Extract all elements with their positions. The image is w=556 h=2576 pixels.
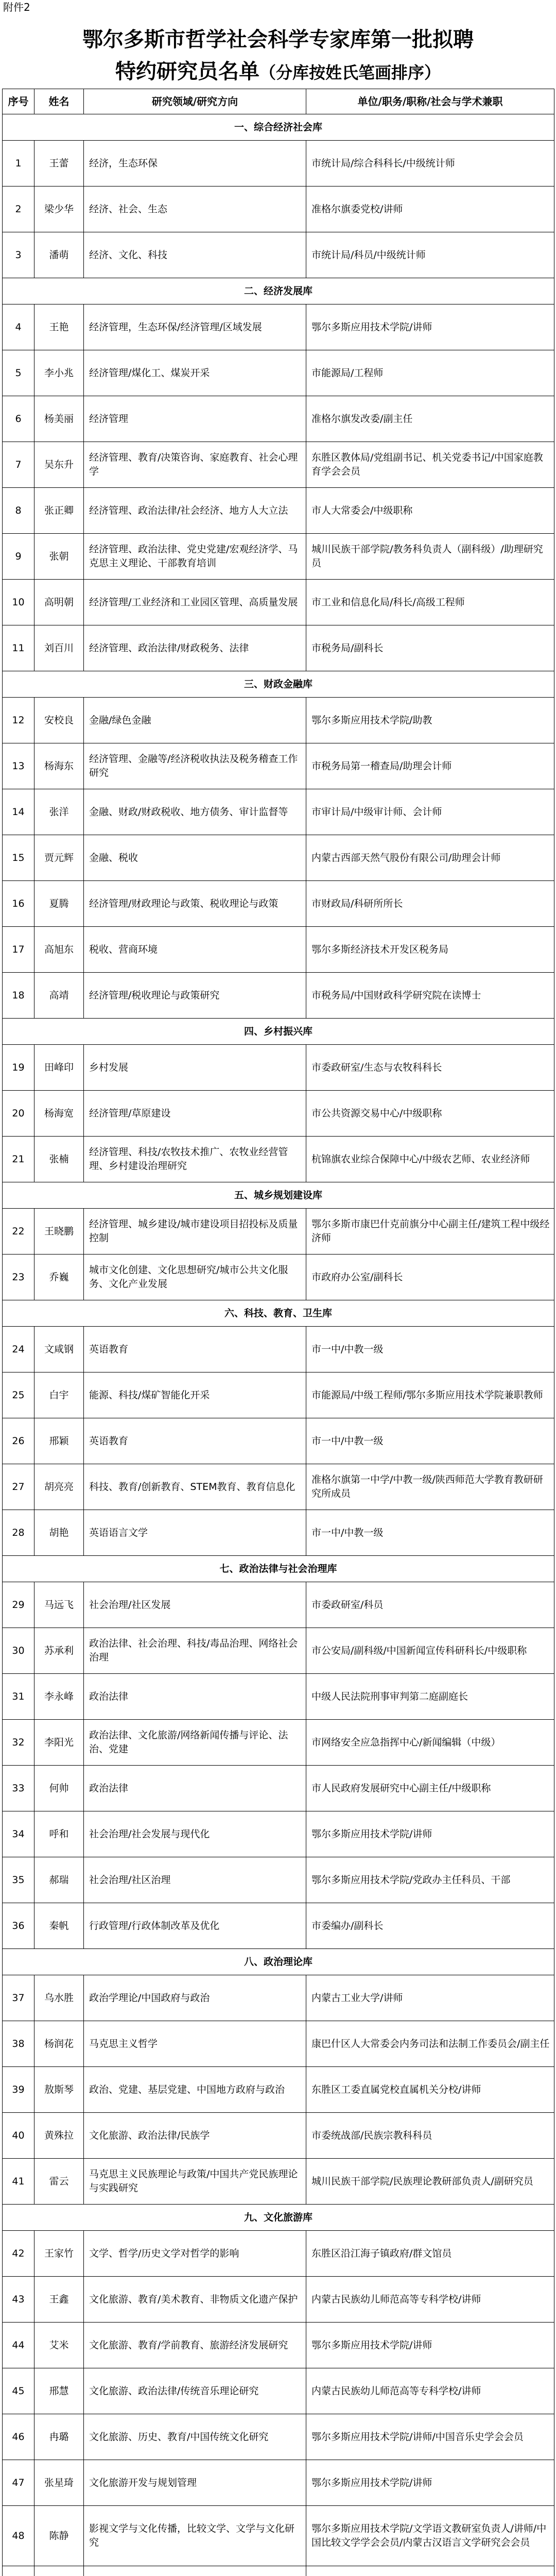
category-row [3, 1300, 554, 1327]
table-row [3, 304, 554, 350]
cell-field: 经济管理/财政理论与政策、税收理论与政策 [84, 881, 306, 927]
cell-unit: 准格尔旗发改委/副主任 [306, 396, 554, 442]
title-line-2 [0, 56, 556, 89]
cell-field: 社会治理/社会发展与现代化 [84, 1811, 306, 1857]
category-title: 七、政治法律与社会治理库 [3, 1556, 554, 1582]
cell-unit: 市委政研室/科员 [306, 1582, 554, 1628]
cell-name: 乌水胜 [34, 1975, 84, 2021]
cell-unit: 东胜区教体局/党组副书记、机关党委书记/中国家庭教育学会会员 [306, 442, 554, 488]
cell-unit: 市人民政府发展研究中心副主任/中级职称 [306, 1766, 554, 1811]
table-row [3, 1137, 554, 1182]
cell-name: 呼和 [34, 1811, 84, 1857]
cell-name: 艾米 [34, 2323, 84, 2368]
cell-unit: 市审计局/中级审计师、会计师 [306, 789, 554, 835]
cell-field: 科技、教育/创新教育、STEM教育、教育信息化 [84, 1464, 306, 1510]
cell-name: 李小兆 [34, 350, 84, 396]
cell-name: 冉璐 [34, 2414, 84, 2460]
table-row [3, 1327, 554, 1372]
cell-unit [306, 2566, 554, 2576]
cell-unit: 内蒙古民族幼儿师范高等专科学校/讲师 [306, 2277, 554, 2323]
table-row [3, 1811, 554, 1857]
table-row [3, 1857, 554, 1903]
cell-unit: 市财政局/科研所所长 [306, 881, 554, 927]
category-title: 六、科技、教育、卫生库 [3, 1300, 554, 1327]
category-row [3, 1182, 554, 1209]
cell-number: 34 [3, 1811, 34, 1857]
cell-number: 39 [3, 2067, 34, 2113]
cell-number: 26 [3, 1418, 34, 1464]
table-row [3, 927, 554, 973]
cell-unit: 市委政研室/生态与农牧科科长 [306, 1045, 554, 1091]
table-row [3, 698, 554, 743]
cell-field: 文化旅游、政治法律/民族学 [84, 2113, 306, 2159]
cell-field: 经济管理、政治法律/财政税务、法律 [84, 625, 306, 671]
cell-field: 政治法律 [84, 1766, 306, 1811]
cell-name: 王晓鹏 [34, 1209, 84, 1255]
table-row [3, 881, 554, 927]
cell-unit: 市网络安全应急指挥中心/新闻编辑（中级） [306, 1720, 554, 1766]
cell-number: 4 [3, 304, 34, 350]
cell-name: 田峰印 [34, 1045, 84, 1091]
cell-number: 12 [3, 698, 34, 743]
cell-name: 夏腾 [34, 881, 84, 927]
cell-unit: 鄂尔多斯应用技术学院/党政办主任科员、干部 [306, 1857, 554, 1903]
cell-number: 10 [3, 580, 34, 625]
cell-name: 李永峰 [34, 1674, 84, 1720]
cell-field: 经济、文化、科技 [84, 232, 306, 278]
table-header-row [3, 89, 554, 114]
cell-number: 31 [3, 1674, 34, 1720]
cell-name: 李阳光 [34, 1720, 84, 1766]
header-name: 姓名 [34, 89, 84, 114]
cell-name: 张星琦 [34, 2460, 84, 2506]
cell-name: 王艳 [34, 304, 84, 350]
cell-unit: 鄂尔多斯应用技术学院/讲师 [306, 1811, 554, 1857]
cell-unit: 市统计局/综合科科长/中级统计师 [306, 141, 554, 187]
cell-number: 33 [3, 1766, 34, 1811]
cell-name: 何帅 [34, 1766, 84, 1811]
table-row [3, 141, 554, 187]
category-title: 二、经济发展库 [3, 278, 554, 304]
table-row [3, 2566, 554, 2576]
cell-name: 刘百川 [34, 625, 84, 671]
cell-number: 2 [3, 187, 34, 232]
cell-unit: 鄂尔多斯经济技术开发区税务局 [306, 927, 554, 973]
cell-name: 高靖 [34, 973, 84, 1019]
cell-unit: 鄂尔多斯应用技术学院/文学语文教研室负责人/讲师/中国比较文学学会会员/内蒙古汉语言文学研究会会员 [306, 2506, 554, 2566]
cell-name: 贾元辉 [34, 835, 84, 881]
cell-unit: 市委统战部/民族宗教科科员 [306, 2113, 554, 2159]
cell-field: 政治法律、文化旅游/网络新闻传播与评论、法治、党建 [84, 1720, 306, 1766]
cell-unit: 市一中/中教一级 [306, 1418, 554, 1464]
cell-field: 经济管理、金融等/经济税收执法及税务稽查工作研究 [84, 743, 306, 789]
cell-field: 经济管理、政治法律/社会经济、地方人大立法 [84, 488, 306, 534]
cell-number: 48 [3, 2506, 34, 2566]
cell-field: 政治学理论/中国政府与政治 [84, 1975, 306, 2021]
cell-name: 王家竹 [34, 2231, 84, 2277]
cell-number: 18 [3, 973, 34, 1019]
cell-field: 英语语言文学 [84, 1510, 306, 1556]
cell-name: 安校良 [34, 698, 84, 743]
table-row [3, 2323, 554, 2368]
cell-number: 45 [3, 2368, 34, 2414]
cell-unit: 市公安局/副科级/中国新闻宣传科研科长/中级职称 [306, 1628, 554, 1674]
cell-number: 47 [3, 2460, 34, 2506]
cell-number: 15 [3, 835, 34, 881]
cell-unit: 内蒙古民族幼儿师范高等专科学校/讲师 [306, 2368, 554, 2414]
cell-number: 20 [3, 1091, 34, 1137]
category-title: 三、财政金融库 [3, 671, 554, 698]
table-row [3, 2159, 554, 2205]
cell-number: 29 [3, 1582, 34, 1628]
cell-number: 46 [3, 2414, 34, 2460]
cell-field: 文化旅游开发与规划管理 [84, 2460, 306, 2506]
table-row [3, 232, 554, 278]
cell-number: 44 [3, 2323, 34, 2368]
table-row [3, 1975, 554, 2021]
cell-unit: 内蒙古西部天然气股份有限公司/助理会计师 [306, 835, 554, 881]
cell-number: 32 [3, 1720, 34, 1766]
cell-number: 11 [3, 625, 34, 671]
cell-field: 文化旅游、教育/学前教育、旅游经济发展研究 [84, 2323, 306, 2368]
cell-field: 经济管理，生态环保/经济管理/区域发展 [84, 304, 306, 350]
category-row [3, 1949, 554, 1975]
cell-name: 敖斯琴 [34, 2067, 84, 2113]
category-row [3, 114, 554, 141]
cell-unit: 鄂尔多斯应用技术学院/讲师 [306, 304, 554, 350]
title-main: 特约研究员名单 [115, 59, 259, 83]
cell-unit: 东胜区工委直属党校直属机关分校/讲师 [306, 2067, 554, 2113]
table-row [3, 1720, 554, 1766]
table-row [3, 1674, 554, 1720]
table-row [3, 2414, 554, 2460]
cell-number: 9 [3, 534, 34, 580]
cell-number: 43 [3, 2277, 34, 2323]
cell-name: 王鑫 [34, 2277, 84, 2323]
cell-field: 经济管理/草原建设 [84, 1091, 306, 1137]
table-row [3, 973, 554, 1019]
cell-name: 吴东升 [34, 442, 84, 488]
cell-number: 7 [3, 442, 34, 488]
cell-number: 27 [3, 1464, 34, 1510]
table-row [3, 187, 554, 232]
cell-name: 白宇 [34, 1372, 84, 1418]
category-row [3, 671, 554, 698]
cell-field: 社会治理/社区发展 [84, 1582, 306, 1628]
researcher-table [2, 89, 554, 2576]
cell-name: 杨美丽 [34, 396, 84, 442]
cell-name: 杨海宽 [34, 1091, 84, 1137]
cell-name: 郝瑞 [34, 1857, 84, 1903]
cell-unit: 市政府办公室/副科长 [306, 1255, 554, 1300]
cell-number: 3 [3, 232, 34, 278]
cell-field: 英语教育 [84, 1327, 306, 1372]
cell-field: 经济管理、教育/决策咨询、家庭教育、社会心理学 [84, 442, 306, 488]
cell-field: 经济管理/税收理论与政策研究 [84, 973, 306, 1019]
cell-field: 文化旅游、教育/美术教育、非物质文化遗产保护 [84, 2277, 306, 2323]
category-title: 八、政治理论库 [3, 1949, 554, 1975]
cell-field: 经济、社会、生态 [84, 187, 306, 232]
table-row [3, 1628, 554, 1674]
cell-field: 政治法律、社会治理、科技/毒品治理、网络社会治理 [84, 1628, 306, 1674]
category-row [3, 1556, 554, 1582]
cell-unit: 东胜区沿江海子镇政府/群文馆员 [306, 2231, 554, 2277]
header-unit: 单位/职务/职称/社会与学术兼职 [306, 89, 554, 114]
cell-unit: 市税务局/副科长 [306, 625, 554, 671]
cell-unit: 市统计局/科员/中级统计师 [306, 232, 554, 278]
table-row [3, 580, 554, 625]
cell-field: 政治法律 [84, 1674, 306, 1720]
cell-name: 胡亮亮 [34, 1464, 84, 1510]
cell-name: 高旭东 [34, 927, 84, 973]
cell-unit: 市委编办/副科长 [306, 1903, 554, 1949]
cell-name [34, 2566, 84, 2576]
cell-number: 22 [3, 1209, 34, 1255]
table-row [3, 396, 554, 442]
cell-field: 经济管理、政治法律、党史党建/宏观经济学、马克思主义理论、干部教育培训 [84, 534, 306, 580]
cell-name: 陈静 [34, 2506, 84, 2566]
cell-field: 影视文学与文化传播，比较文学、文学与文化研究 [84, 2506, 306, 2566]
cell-unit: 市一中/中教一级 [306, 1510, 554, 1556]
cell-unit: 鄂尔多斯应用技术学院/讲师 [306, 2323, 554, 2368]
table-row [3, 1209, 554, 1255]
cell-unit: 准格尔旗第一中学/中教一级/陕西师范大学教育教研研究所成员 [306, 1464, 554, 1510]
page-title [0, 24, 556, 89]
cell-name: 苏承利 [34, 1628, 84, 1674]
table-row [3, 2368, 554, 2414]
cell-number: 36 [3, 1903, 34, 1949]
cell-name: 黄殊拉 [34, 2113, 84, 2159]
cell-unit: 城川民族干部学院/民族理论教研部负责人/副研究员 [306, 2159, 554, 2205]
cell-number: 16 [3, 881, 34, 927]
cell-number: 17 [3, 927, 34, 973]
category-title: 四、乡村振兴库 [3, 1019, 554, 1045]
cell-number: 19 [3, 1045, 34, 1091]
table-row [3, 2506, 554, 2566]
cell-name: 秦帆 [34, 1903, 84, 1949]
table-row [3, 2021, 554, 2067]
category-row [3, 278, 554, 304]
cell-field: 行政管理/行政体制改革及优化 [84, 1903, 306, 1949]
cell-number: 25 [3, 1372, 34, 1418]
cell-name: 梁少华 [34, 187, 84, 232]
cell-field: 英语教育 [84, 1418, 306, 1464]
cell-name: 杨海东 [34, 743, 84, 789]
cell-number: 8 [3, 488, 34, 534]
table-row [3, 488, 554, 534]
table-row [3, 1766, 554, 1811]
cell-number: 23 [3, 1255, 34, 1300]
cell-field [84, 2566, 306, 2576]
annex-label: 附件2 [3, 1, 30, 13]
cell-field: 经济管理/工业经济和工业园区管理、高质量发展 [84, 580, 306, 625]
cell-field: 乡村发展 [84, 1045, 306, 1091]
table-row [3, 743, 554, 789]
cell-name: 张朝 [34, 534, 84, 580]
cell-field: 经济，生态环保 [84, 141, 306, 187]
cell-field: 金融/绿色金融 [84, 698, 306, 743]
table-row [3, 2277, 554, 2323]
category-title: 九、文化旅游库 [3, 2205, 554, 2231]
cell-unit: 鄂尔多斯应用技术学院/讲师 [306, 2460, 554, 2506]
table-row [3, 1372, 554, 1418]
cell-number: 41 [3, 2159, 34, 2205]
cell-field: 经济管理、科技/农牧技术推广、农牧业经营管理、乡村建设治理研究 [84, 1137, 306, 1182]
cell-name: 雷云 [34, 2159, 84, 2205]
cell-number: 28 [3, 1510, 34, 1556]
cell-number: 24 [3, 1327, 34, 1372]
title-line-1: 鄂尔多斯市哲学社会科学专家库第一批拟聘 [82, 27, 474, 52]
table-row [3, 2231, 554, 2277]
cell-number: 35 [3, 1857, 34, 1903]
table-row [3, 1045, 554, 1091]
cell-field: 马克思主义哲学 [84, 2021, 306, 2067]
cell-unit: 康巴什区人大常委会内务司法和法制工作委员会/副主任 [306, 2021, 554, 2067]
cell-number: 38 [3, 2021, 34, 2067]
cell-field: 金融、财政/财政税收、地方债务、审计监督等 [84, 789, 306, 835]
cell-unit: 市人大常委会/中级职称 [306, 488, 554, 534]
cell-number: 40 [3, 2113, 34, 2159]
cell-name: 张洋 [34, 789, 84, 835]
table-row [3, 2460, 554, 2506]
table-row [3, 1418, 554, 1464]
cell-unit: 市税务局第一稽查局/助理会计师 [306, 743, 554, 789]
table-row [3, 1582, 554, 1628]
cell-field: 文学、哲学/历史文学对哲学的影响 [84, 2231, 306, 2277]
cell-name: 邢慧 [34, 2368, 84, 2414]
cell-name: 杨润花 [34, 2021, 84, 2067]
cell-unit: 市税务局/中国财政科学研究院在读博士 [306, 973, 554, 1019]
cell-unit: 城川民族干部学院/教务科负责人（副科级）/助理研究员 [306, 534, 554, 580]
cell-number: 42 [3, 2231, 34, 2277]
table-row [3, 442, 554, 488]
cell-unit: 鄂尔多斯应用技术学院/助教 [306, 698, 554, 743]
cell-name: 胡艳 [34, 1510, 84, 1556]
cell-name: 潘萌 [34, 232, 84, 278]
cell-unit: 市能源局/工程师 [306, 350, 554, 396]
title-subtitle: （分库按姓氏笔画排序） [259, 63, 441, 82]
table-row [3, 1255, 554, 1300]
cell-field: 马克思主义民族理论与政策/中国共产党民族理论与实践研究 [84, 2159, 306, 2205]
table-row [3, 1903, 554, 1949]
table-row [3, 2067, 554, 2113]
cell-name: 张正卿 [34, 488, 84, 534]
cell-name: 马远飞 [34, 1582, 84, 1628]
table-row [3, 2113, 554, 2159]
category-row [3, 1019, 554, 1045]
table-row [3, 1464, 554, 1510]
cell-field: 社会治理/社区治理 [84, 1857, 306, 1903]
table-row [3, 534, 554, 580]
cell-number: 1 [3, 141, 34, 187]
header-field: 研究领域/研究方向 [84, 89, 306, 114]
table-row [3, 1091, 554, 1137]
cell-unit: 鄂尔多斯市康巴什克前旗分中心副主任/建筑工程中级经济师 [306, 1209, 554, 1255]
cell-unit: 杭锦旗农业综合保障中心/中级农艺师、农业经济师 [306, 1137, 554, 1182]
cell-unit: 市公共资源交易中心/中级职称 [306, 1091, 554, 1137]
cell-number: 13 [3, 743, 34, 789]
table-row [3, 350, 554, 396]
cell-name: 张楠 [34, 1137, 84, 1182]
cell-number [3, 2566, 34, 2576]
cell-field: 文化旅游、政治法律/传统音乐理论研究 [84, 2368, 306, 2414]
cell-name: 邢颖 [34, 1418, 84, 1464]
table-row [3, 835, 554, 881]
category-row [3, 2205, 554, 2231]
cell-name: 王蕾 [34, 141, 84, 187]
cell-field: 城市文化创建、文化思想研究/城市公共文化服务、文化产业发展 [84, 1255, 306, 1300]
cell-field: 文化旅游、历史、教育/中国传统文化研究 [84, 2414, 306, 2460]
header-number: 序号 [3, 89, 34, 114]
cell-number: 5 [3, 350, 34, 396]
cell-unit: 中级人民法院刑事审判第二庭副庭长 [306, 1674, 554, 1720]
cell-unit: 内蒙古工业大学/讲师 [306, 1975, 554, 2021]
cell-number: 30 [3, 1628, 34, 1674]
cell-unit: 市工业和信息化局/科长/高级工程师 [306, 580, 554, 625]
category-title: 五、城乡规划建设库 [3, 1182, 554, 1209]
cell-number: 14 [3, 789, 34, 835]
cell-field: 经济管理 [84, 396, 306, 442]
cell-field: 政治、党建、基层党建、中国地方政府与政治 [84, 2067, 306, 2113]
cell-unit: 鄂尔多斯应用技术学院/讲师/中国音乐史学会会员 [306, 2414, 554, 2460]
cell-name: 文咸钢 [34, 1327, 84, 1372]
category-title: 一、综合经济社会库 [3, 114, 554, 141]
cell-number: 21 [3, 1137, 34, 1182]
table-row [3, 625, 554, 671]
cell-unit: 市能源局/中级工程师/鄂尔多斯应用技术学院兼职教师 [306, 1372, 554, 1418]
table-row [3, 1510, 554, 1556]
cell-number: 37 [3, 1975, 34, 2021]
cell-field: 经济管理、城乡建设/城市建设项目招投标及质量控制 [84, 1209, 306, 1255]
cell-field: 经济管理/煤化工、煤炭开采 [84, 350, 306, 396]
cell-field: 税收、营商环境 [84, 927, 306, 973]
cell-unit: 市一中/中教一级 [306, 1327, 554, 1372]
cell-name: 高明朝 [34, 580, 84, 625]
table-body [3, 114, 554, 2576]
cell-field: 金融、税收 [84, 835, 306, 881]
cell-name: 乔巍 [34, 1255, 84, 1300]
table-row [3, 789, 554, 835]
cell-number: 6 [3, 396, 34, 442]
cell-unit: 准格尔旗委党校/讲师 [306, 187, 554, 232]
cell-field: 能源、科技/煤矿智能化开采 [84, 1372, 306, 1418]
